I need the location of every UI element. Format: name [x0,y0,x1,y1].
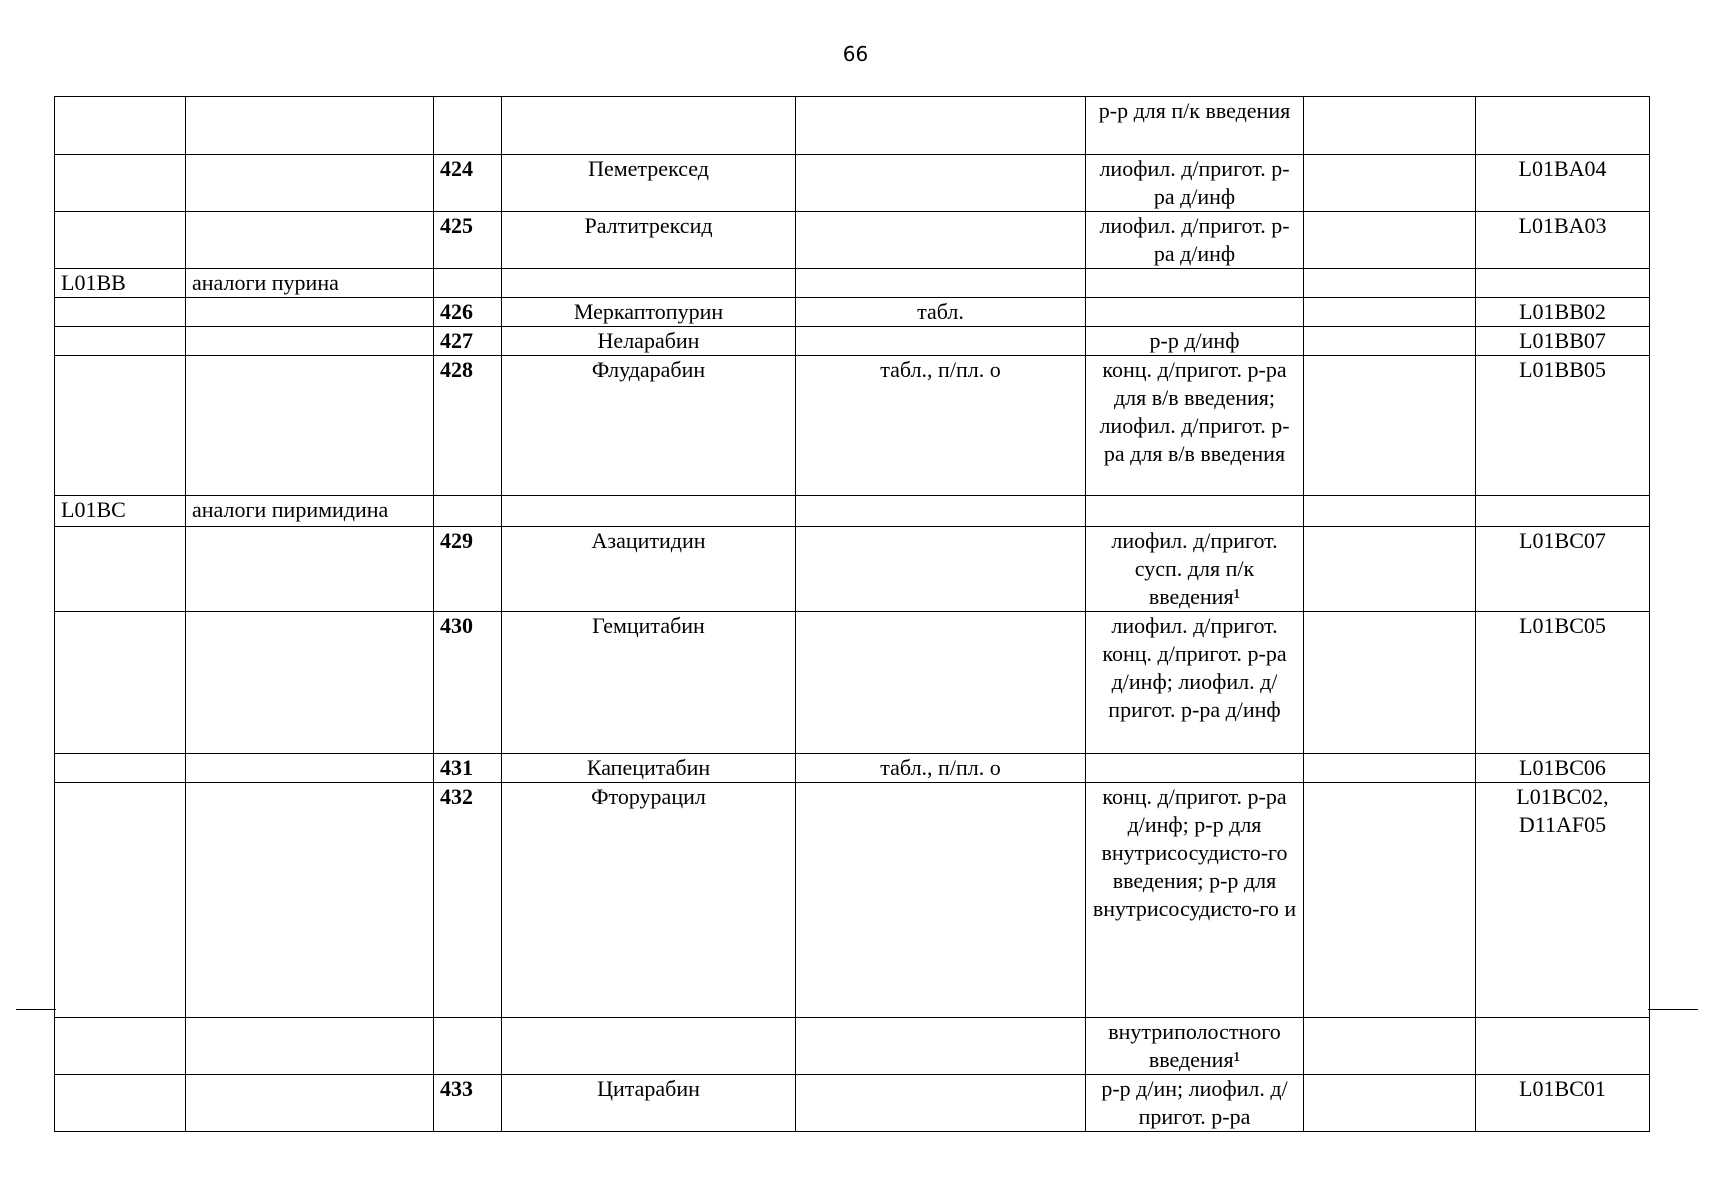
form-cell [796,527,1086,612]
row-number-cell [434,269,502,298]
atc-code-cell: L01BB [55,269,186,298]
empty-cell [1304,1075,1476,1132]
group-name-cell [186,527,434,612]
atc-reference-cell [1476,97,1650,155]
group-name-cell [186,754,434,783]
atc-reference-cell: L01BB07 [1476,327,1650,356]
form-cell [796,212,1086,269]
form-cell [796,612,1086,754]
empty-cell [1304,1018,1476,1075]
atc-code-cell [55,754,186,783]
group-name-cell [186,155,434,212]
group-name-cell [186,1018,434,1075]
group-name-cell [186,97,434,155]
form-cell [796,155,1086,212]
empty-cell [1304,754,1476,783]
drug-name-cell: Неларабин [502,327,796,356]
group-name-cell [186,212,434,269]
drug-name-cell: Капецитабин [502,754,796,783]
form-cell [796,1018,1086,1075]
form-cell [796,1075,1086,1132]
table-row [55,356,1650,496]
table-row [55,212,1650,269]
atc-reference-cell: L01BC02, D11AF05 [1476,783,1650,1018]
table-row [55,783,1650,1018]
dosage-form-cell [1086,269,1304,298]
table-row [55,327,1650,356]
empty-cell [1304,612,1476,754]
row-number-cell: 433 [434,1075,502,1132]
table-row [55,269,1650,298]
form-cell [796,269,1086,298]
dosage-form-cell: р-р д/ин; лиофил. д/пригот. р-ра [1086,1075,1304,1132]
atc-reference-cell: L01BB02 [1476,298,1650,327]
form-cell: табл. [796,298,1086,327]
scan-line-right [1648,1009,1698,1010]
group-name-cell: аналоги пиримидина [186,496,434,527]
group-name-cell [186,298,434,327]
empty-cell [1304,269,1476,298]
dosage-form-cell: р-р для п/к введения [1086,97,1304,155]
group-name-cell [186,612,434,754]
empty-cell [1304,327,1476,356]
atc-reference-cell: L01BC01 [1476,1075,1650,1132]
empty-cell [1304,212,1476,269]
atc-reference-cell [1476,1018,1650,1075]
empty-cell [1304,298,1476,327]
atc-reference-cell: L01BC06 [1476,754,1650,783]
drug-name-cell: Гемцитабин [502,612,796,754]
form-cell: табл., п/пл. о [796,754,1086,783]
dosage-form-cell: конц. д/пригот. р-ра для в/в введения; лиофил. д/пригот. р-ра для в/в введения [1086,356,1304,496]
dosage-form-cell: лиофил. д/пригот. р-ра д/инф [1086,155,1304,212]
page-number: 66 [842,42,869,66]
row-number-cell [434,97,502,155]
dosage-form-cell: лиофил. д/пригот. конц. д/пригот. р-ра д/инф; лиофил. д/пригот. р-ра д/инф [1086,612,1304,754]
atc-code-cell [55,155,186,212]
atc-reference-cell: L01BC07 [1476,527,1650,612]
table-row [55,155,1650,212]
drug-name-cell: Пеметрексед [502,155,796,212]
table-body [55,97,1650,1132]
form-cell: табл., п/пл. о [796,356,1086,496]
empty-cell [1304,155,1476,212]
row-number-cell: 427 [434,327,502,356]
row-number-cell: 426 [434,298,502,327]
atc-reference-cell: L01BA03 [1476,212,1650,269]
drug-name-cell: Цитарабин [502,1075,796,1132]
group-name-cell [186,783,434,1018]
drug-name-cell: Меркаптопурин [502,298,796,327]
row-number-cell: 428 [434,356,502,496]
atc-code-cell [55,97,186,155]
scan-line-left [16,1009,56,1010]
table-row [55,527,1650,612]
dosage-form-cell: лиофил. д/пригот. р-ра д/инф [1086,212,1304,269]
group-name-cell [186,327,434,356]
atc-code-cell [55,1075,186,1132]
table-row [55,97,1650,155]
atc-code-cell: L01BC [55,496,186,527]
form-cell [796,496,1086,527]
drug-name-cell [502,269,796,298]
table-row [55,1075,1650,1132]
dosage-form-cell: конц. д/пригот. р-ра д/инф; р-р для внутрисосудисто-го введения; р-р для внутрисосудисто-го и [1086,783,1304,1018]
atc-code-cell [55,298,186,327]
atc-reference-cell: L01BC05 [1476,612,1650,754]
drug-name-cell [502,1018,796,1075]
table-row [55,496,1650,527]
atc-code-cell [55,327,186,356]
form-cell [796,97,1086,155]
dosage-form-cell [1086,496,1304,527]
drug-name-cell [502,97,796,155]
empty-cell [1304,783,1476,1018]
drug-name-cell: Фторурацил [502,783,796,1018]
atc-code-cell [55,1018,186,1075]
group-name-cell: аналоги пурина [186,269,434,298]
table-row [55,754,1650,783]
group-name-cell [186,356,434,496]
dosage-form-cell: лиофил. д/пригот. сусп. для п/к введения¹ [1086,527,1304,612]
drug-name-cell [502,496,796,527]
row-number-cell: 425 [434,212,502,269]
atc-code-cell [55,527,186,612]
table-row [55,298,1650,327]
form-cell [796,327,1086,356]
dosage-form-cell: р-р д/инф [1086,327,1304,356]
row-number-cell: 429 [434,527,502,612]
atc-reference-cell [1476,269,1650,298]
atc-code-cell [55,612,186,754]
atc-reference-cell: L01BA04 [1476,155,1650,212]
drug-name-cell: Флударабин [502,356,796,496]
row-number-cell [434,496,502,527]
row-number-cell [434,1018,502,1075]
form-cell [796,783,1086,1018]
atc-reference-cell: L01BB05 [1476,356,1650,496]
empty-cell [1304,527,1476,612]
drug-name-cell: Ралтитрексид [502,212,796,269]
empty-cell [1304,496,1476,527]
table-row [55,1018,1650,1075]
dosage-form-cell [1086,754,1304,783]
row-number-cell: 430 [434,612,502,754]
dosage-form-cell [1086,298,1304,327]
atc-code-cell [55,783,186,1018]
row-number-cell: 424 [434,155,502,212]
dosage-form-cell: внутриполостного введения¹ [1086,1018,1304,1075]
empty-cell [1304,356,1476,496]
atc-reference-cell [1476,496,1650,527]
row-number-cell: 432 [434,783,502,1018]
row-number-cell: 431 [434,754,502,783]
drug-table [54,96,1650,1132]
atc-code-cell [55,356,186,496]
table-row [55,612,1650,754]
drug-name-cell: Азацитидин [502,527,796,612]
atc-code-cell [55,212,186,269]
group-name-cell [186,1075,434,1132]
empty-cell [1304,97,1476,155]
